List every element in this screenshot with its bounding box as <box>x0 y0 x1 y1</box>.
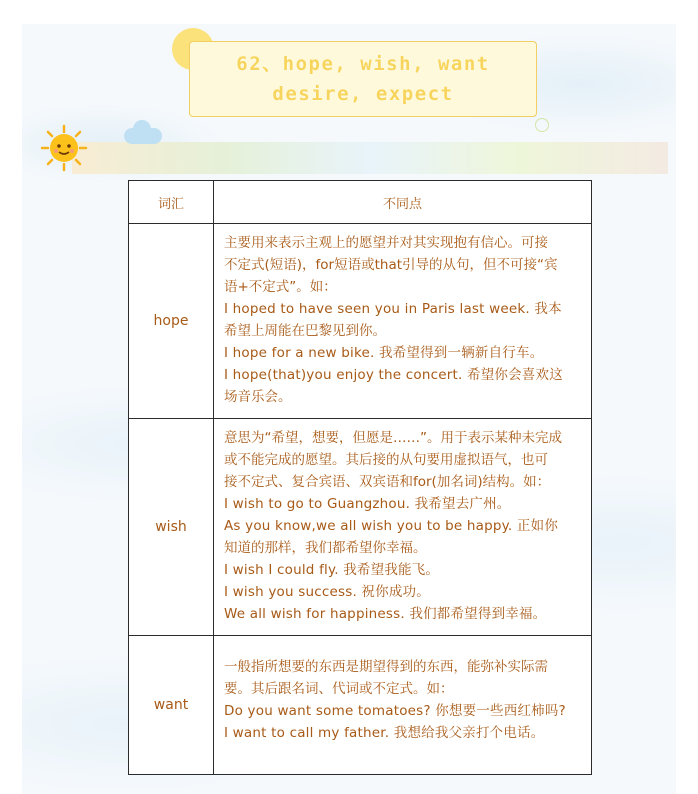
description-cell <box>214 636 592 775</box>
title-line-1: 62、hope, wish, want <box>236 53 490 75</box>
example-line: 希望上周能在巴黎见到你。 <box>224 323 386 339</box>
word-cell: hope <box>129 224 214 419</box>
desc-line: 接不定式、复合宾语、双宾语和for(加名词)结构。如： <box>224 474 551 490</box>
desc-line: 或不能完成的愿望。其后接的从句要用虚拟语气，也可 <box>224 452 548 468</box>
title-line-2: desire, expect <box>272 83 454 105</box>
example-line: I hope for a new bike. 我希望得到一辆新自行车。 <box>224 345 544 361</box>
example-line: I hope(that)you enjoy the concert. 希望你会喜欢这 <box>224 367 563 383</box>
desc-line: 主要用来表示主观上的愿望并对其实现抱有信心。可接 <box>224 235 548 251</box>
title-dot-decoration <box>535 118 549 132</box>
example-line: 知道的那样，我们都希望你幸福。 <box>224 540 427 556</box>
example-line: I wish to go to Guangzhou. 我希望去广州。 <box>224 496 511 512</box>
word-cell: wish <box>129 419 214 636</box>
example-line: I wish I could fly. 我希望我能飞。 <box>224 562 440 578</box>
desc-line: 要。其后跟名词、代词或不定式。如： <box>224 681 454 697</box>
example-line: Do you want some tomatoes? 你想要一些西红柿吗? <box>224 703 566 719</box>
example-line: I want to call my father. 我想给我父亲打个电话。 <box>224 725 545 741</box>
table-header-row <box>129 181 592 224</box>
header-word: 词汇 <box>129 181 214 224</box>
description-cell <box>214 419 592 636</box>
table-row <box>129 224 592 419</box>
desc-line: 语+不定式”。如： <box>224 279 337 295</box>
cloud-icon <box>124 128 162 144</box>
sun-icon <box>40 124 88 172</box>
table-row <box>129 419 592 636</box>
example-line: We all wish for happiness. 我们都希望得到幸福。 <box>224 606 547 622</box>
example-line: I hoped to have seen you in Paris last week. 我本 <box>224 301 562 317</box>
desc-line: 意思为“希望，想要，但愿是……”。用于表示某种未完成 <box>224 430 562 446</box>
description-cell <box>214 224 592 419</box>
desc-line: 不定式(短语)，for短语或that引导的从句，但不可接“宾 <box>224 257 558 273</box>
desc-line: 一般指所想要的东西是期望得到的东西，能弥补实际需 <box>224 659 548 675</box>
rainbow-band <box>72 142 668 174</box>
header-difference: 不同点 <box>214 181 592 224</box>
word-cell: want <box>129 636 214 775</box>
vocabulary-table <box>128 180 592 775</box>
example-line: As you know,we all wish you to be happy. 正如你 <box>224 518 559 534</box>
title-banner <box>189 41 537 117</box>
example-line: 场音乐会。 <box>224 389 292 405</box>
table-row <box>129 636 592 775</box>
example-line: I wish you success. 祝你成功。 <box>224 584 430 600</box>
